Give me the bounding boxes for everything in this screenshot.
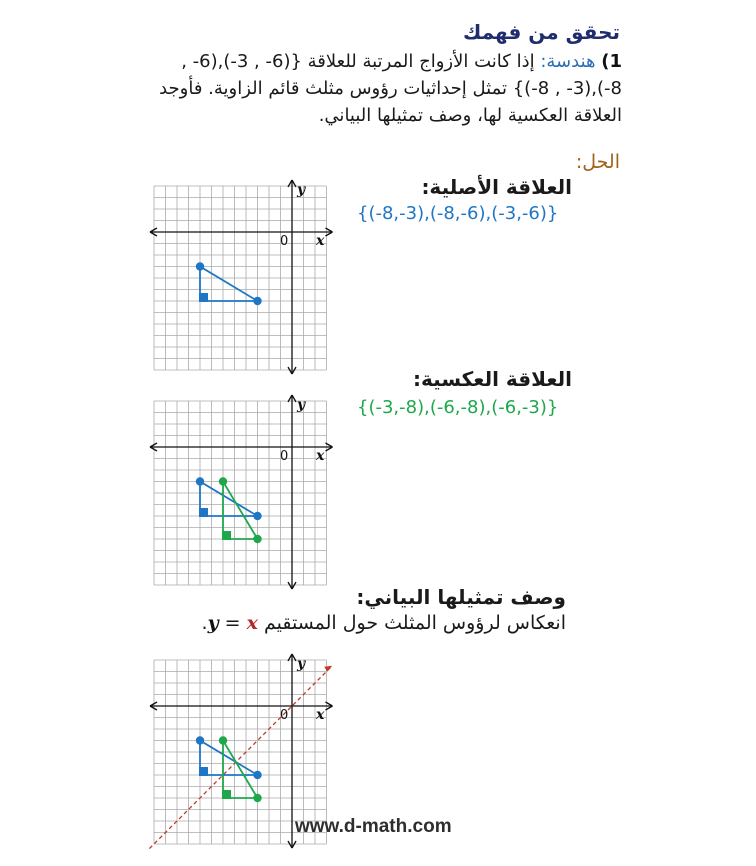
description-sentence: انعكاس لرؤوس المثلث حول المستقيم <box>263 612 566 634</box>
original-triangle <box>200 741 258 776</box>
problem-statement <box>152 48 622 129</box>
origin-label: 0 <box>280 449 289 464</box>
inverse-vertex-point <box>253 535 261 543</box>
solution-label: الحل: <box>575 151 620 173</box>
original-right-angle-marker <box>199 767 208 776</box>
equation-y: y <box>207 612 219 634</box>
graph-description-title: وصف تمثيلها البياني: <box>356 585 566 609</box>
inverse-relation-graph <box>140 393 340 593</box>
equation-x: x <box>246 612 258 634</box>
inverse-triangle <box>223 482 258 540</box>
original-triangle <box>200 267 258 302</box>
original-right-angle-marker <box>199 508 208 517</box>
y-axis-label: y <box>297 656 306 672</box>
origin-label: 0 <box>280 708 289 723</box>
graph-description-text <box>146 612 566 634</box>
original-vertex-point <box>196 477 204 485</box>
original-right-angle-marker <box>199 293 208 302</box>
description-period: . <box>201 612 208 634</box>
original-relation-title: العلاقة الأصلية: <box>421 175 572 199</box>
problem-tag: هندسة: <box>540 51 596 72</box>
problem-text: إذا كانت الأزواج المرتبة للعلاقة {(6- , 3-),(6- , 8-),(3- , 8-)} تمثل إحداثيات رؤوس مثلث قائم الزاوية. فأوجد العلاقة العكسية لها، وصف تمثيلها البياني. <box>159 51 622 126</box>
x-axis-label: x <box>316 707 325 723</box>
original-vertex-point <box>253 771 261 779</box>
y-axis-label: y <box>297 397 306 413</box>
original-vertex-point <box>196 736 204 744</box>
inverse-vertex-point <box>219 477 227 485</box>
inverse-vertex-point <box>219 736 227 744</box>
original-vertex-point <box>196 262 204 270</box>
mirror-line-equation <box>208 612 258 634</box>
inverse-relation-set: {(-3,-8),(-6,-8),(-6,-3)} <box>357 397 559 418</box>
inverse-relation-title: العلاقة العكسية: <box>413 367 572 391</box>
watermark: www.d-math.com <box>295 816 452 837</box>
inverse-right-angle-marker <box>222 531 231 540</box>
original-triangle <box>200 482 258 517</box>
x-axis-label: x <box>316 233 325 249</box>
section-title: تحقق من فهمك <box>463 20 620 44</box>
original-relation-set: {(-8,-3),(-8,-6),(-3,-6)} <box>357 203 559 224</box>
mirror-line-arrow <box>324 666 332 672</box>
origin-label: 0 <box>280 234 289 249</box>
original-relation-graph <box>140 178 340 378</box>
y-axis-label: y <box>297 182 306 198</box>
x-axis-label: x <box>316 448 325 464</box>
inverse-triangle <box>223 741 258 799</box>
equation-equals: = <box>218 612 247 634</box>
original-vertex-point <box>253 297 261 305</box>
inverse-vertex-point <box>253 794 261 802</box>
original-vertex-point <box>253 512 261 520</box>
problem-number: 1) <box>601 51 622 72</box>
inverse-right-angle-marker <box>222 790 231 799</box>
